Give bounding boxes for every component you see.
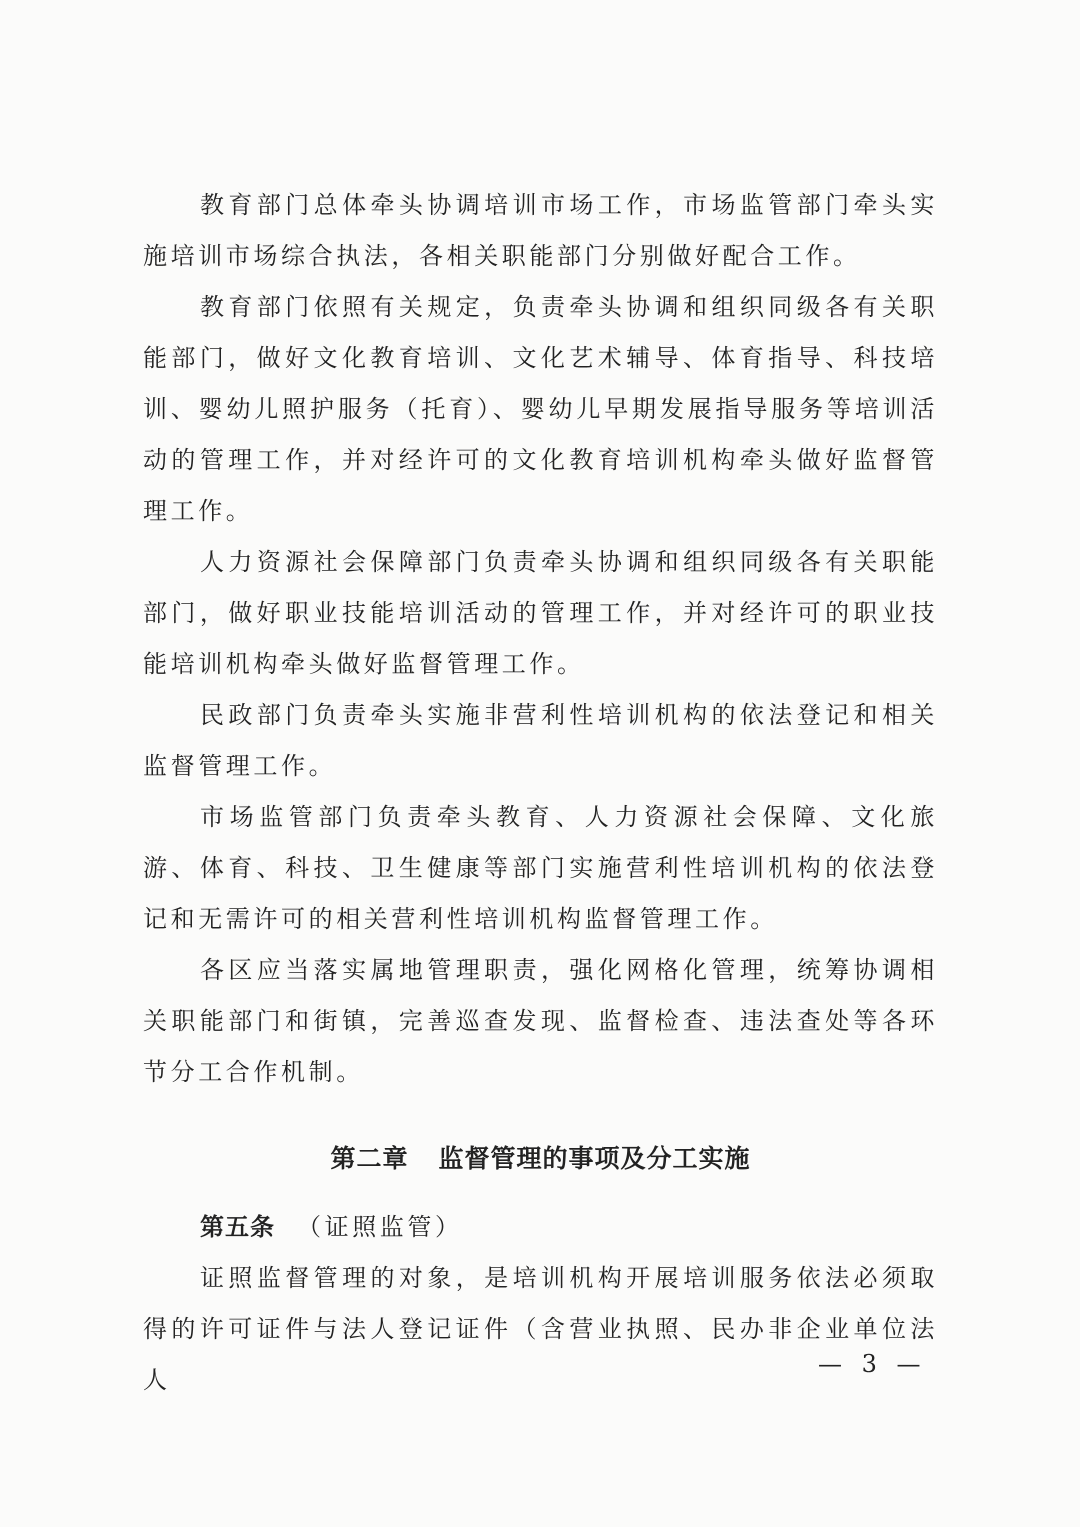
page-content (143, 180, 938, 1406)
article-number: 第五条 (200, 1213, 275, 1241)
paragraph: 市场监管部门负责牵头教育、人力资源社会保障、文化旅游、体育、科技、卫生健康等部门实施营利性培训机构的依法登记和无需许可的相关营利性培训机构监督管理工作。 (143, 803, 938, 933)
chapter-heading (143, 1134, 938, 1184)
paragraph: 人力资源社会保障部门负责牵头协调和组织同级各有关职能部门，做好职业技能培训活动的管理工作，并对经许可的职业技能培训机构牵头做好监督管理工作。 (143, 548, 938, 678)
article-title: （证照监管） (297, 1213, 463, 1241)
paragraph: 各区应当落实属地管理职责，强化网格化管理，统筹协调相关职能部门和街镇，完善巡查发现、监督检查、违法查处等各环节分工合作机制。 (143, 956, 938, 1086)
article-heading (143, 1202, 938, 1253)
chapter-number: 第二章 (330, 1144, 409, 1173)
paragraph: 民政部门负责牵头实施非营利性培训机构的依法登记和相关监督管理工作。 (143, 701, 938, 780)
paragraph: 教育部门依照有关规定，负责牵头协调和组织同级各有关职能部门，做好文化教育培训、文化艺术辅导、体育指导、科技培训、婴幼儿照护服务（托育）、婴幼儿早期发展指导服务等培训活动的管理工作，并对经许可的文化教育培训机构牵头做好监督管理工作。 (143, 293, 938, 525)
chapter-title: 监督管理的事项及分工实施 (438, 1144, 751, 1173)
paragraph: 教育部门总体牵头协调培训市场工作，市场监管部门牵头实施培训市场综合执法，各相关职能部门分别做好配合工作。 (143, 191, 938, 270)
page-number: — 3 — (818, 1350, 927, 1378)
article-paragraph: 证照监督管理的对象，是培训机构开展培训服务依法必须取得的许可证件与法人登记证件（含营业执照、民办非企业单位法人 (143, 1264, 938, 1394)
